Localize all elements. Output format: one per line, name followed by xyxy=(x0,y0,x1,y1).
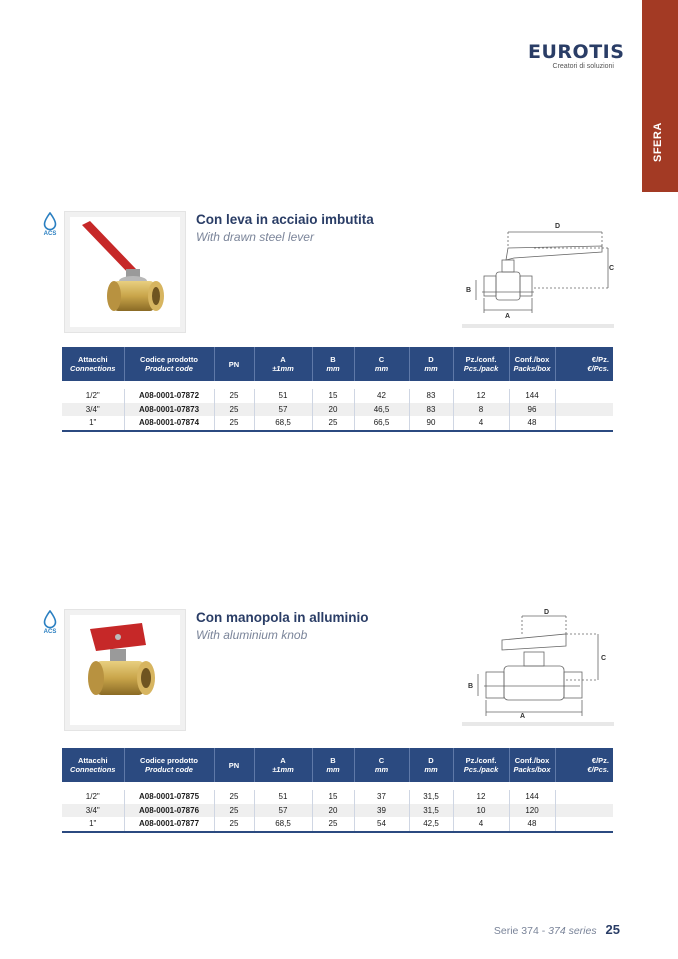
table-row: 1" A08-0001-07874 25 68,5 25 66,5 90 4 48 xyxy=(62,416,613,431)
brand-tagline: Creatori di soluzioni xyxy=(552,63,614,70)
col-a: A ±1mm xyxy=(254,748,312,782)
series-label: Serie 374 - xyxy=(493,925,546,937)
product-title-it: Con leva in acciaio imbutita xyxy=(196,212,374,227)
col-pcs-pack: Pz./conf. Pcs./pack xyxy=(453,347,509,381)
ball-valve-lever-image xyxy=(70,217,180,327)
dimension-drawing xyxy=(462,218,614,323)
acs-label: ACS xyxy=(43,231,57,237)
col-packs-box: Conf./box Packs/box xyxy=(509,748,555,782)
col-pn: PN xyxy=(214,748,254,782)
col-connections: Attacchi Connections xyxy=(62,347,124,381)
table-row: 1/2" A08-0001-07872 25 51 15 42 83 12 144 xyxy=(62,389,613,403)
dim-a-label: A xyxy=(505,313,511,318)
ball-valve-knob-image xyxy=(70,615,180,725)
dim-b-label: B xyxy=(466,287,472,294)
dim-c-label: C xyxy=(601,655,607,662)
col-connections: Attacchi Connections xyxy=(62,748,124,782)
product-photo xyxy=(64,211,186,333)
col-c: C mm xyxy=(354,748,409,782)
table-row: 3/4" A08-0001-07876 25 57 20 39 31,5 10 120 xyxy=(62,804,613,818)
product-title-en: With aluminium knob xyxy=(196,628,308,642)
table-row: 3/4" A08-0001-07873 25 57 20 46,5 83 8 96 xyxy=(62,403,613,417)
col-c: C mm xyxy=(354,347,409,381)
category-tab xyxy=(642,0,678,192)
valve-technical-drawing xyxy=(462,608,614,720)
product-title-en: With drawn steel lever xyxy=(196,230,314,244)
dim-c-label: C xyxy=(609,265,614,272)
acs-label: ACS xyxy=(43,629,57,635)
col-product-code: Codice prodotto Product code xyxy=(124,347,214,381)
spec-table-header xyxy=(62,748,613,782)
col-product-code: Codice prodotto Product code xyxy=(124,748,214,782)
spec-table xyxy=(62,347,613,432)
dimension-drawing xyxy=(462,608,614,725)
dim-b-label: B xyxy=(468,683,474,690)
col-price: €/Pz. €/Pcs. xyxy=(555,748,613,782)
category-tab-label: SFERA xyxy=(652,122,664,162)
water-drop-icon xyxy=(43,610,57,629)
col-b: B mm xyxy=(312,347,354,381)
acs-badge xyxy=(40,610,60,635)
col-d: D mm xyxy=(409,347,453,381)
water-drop-icon xyxy=(43,212,57,231)
col-d: D mm xyxy=(409,748,453,782)
table-row: 1/2" A08-0001-07875 25 51 15 37 31,5 12 144 xyxy=(62,790,613,804)
col-b: B mm xyxy=(312,748,354,782)
col-a: A ±1mm xyxy=(254,347,312,381)
product-title-it: Con manopola in alluminio xyxy=(196,610,369,625)
col-pn: PN xyxy=(214,347,254,381)
series-label-en: 374 series xyxy=(548,925,597,937)
product-photo xyxy=(64,609,186,731)
col-packs-box: Conf./box Packs/box xyxy=(509,347,555,381)
spec-table xyxy=(62,748,613,833)
page-number: 25 xyxy=(605,922,620,937)
col-pcs-pack: Pz./conf. Pcs./pack xyxy=(453,748,509,782)
dim-d-label: D xyxy=(555,223,561,230)
table-row: 1" A08-0001-07877 25 68,5 25 54 42,5 4 48 xyxy=(62,817,613,832)
col-price: €/Pz. €/Pcs. xyxy=(555,347,613,381)
dim-d-label: D xyxy=(544,609,550,616)
dim-a-label: A xyxy=(520,713,526,720)
acs-badge xyxy=(40,212,60,237)
spec-table-header xyxy=(62,347,613,381)
brand-name: EUROTIS xyxy=(528,41,625,63)
valve-technical-drawing xyxy=(462,218,614,318)
page-footer xyxy=(494,922,620,937)
brand-logo xyxy=(528,41,625,70)
